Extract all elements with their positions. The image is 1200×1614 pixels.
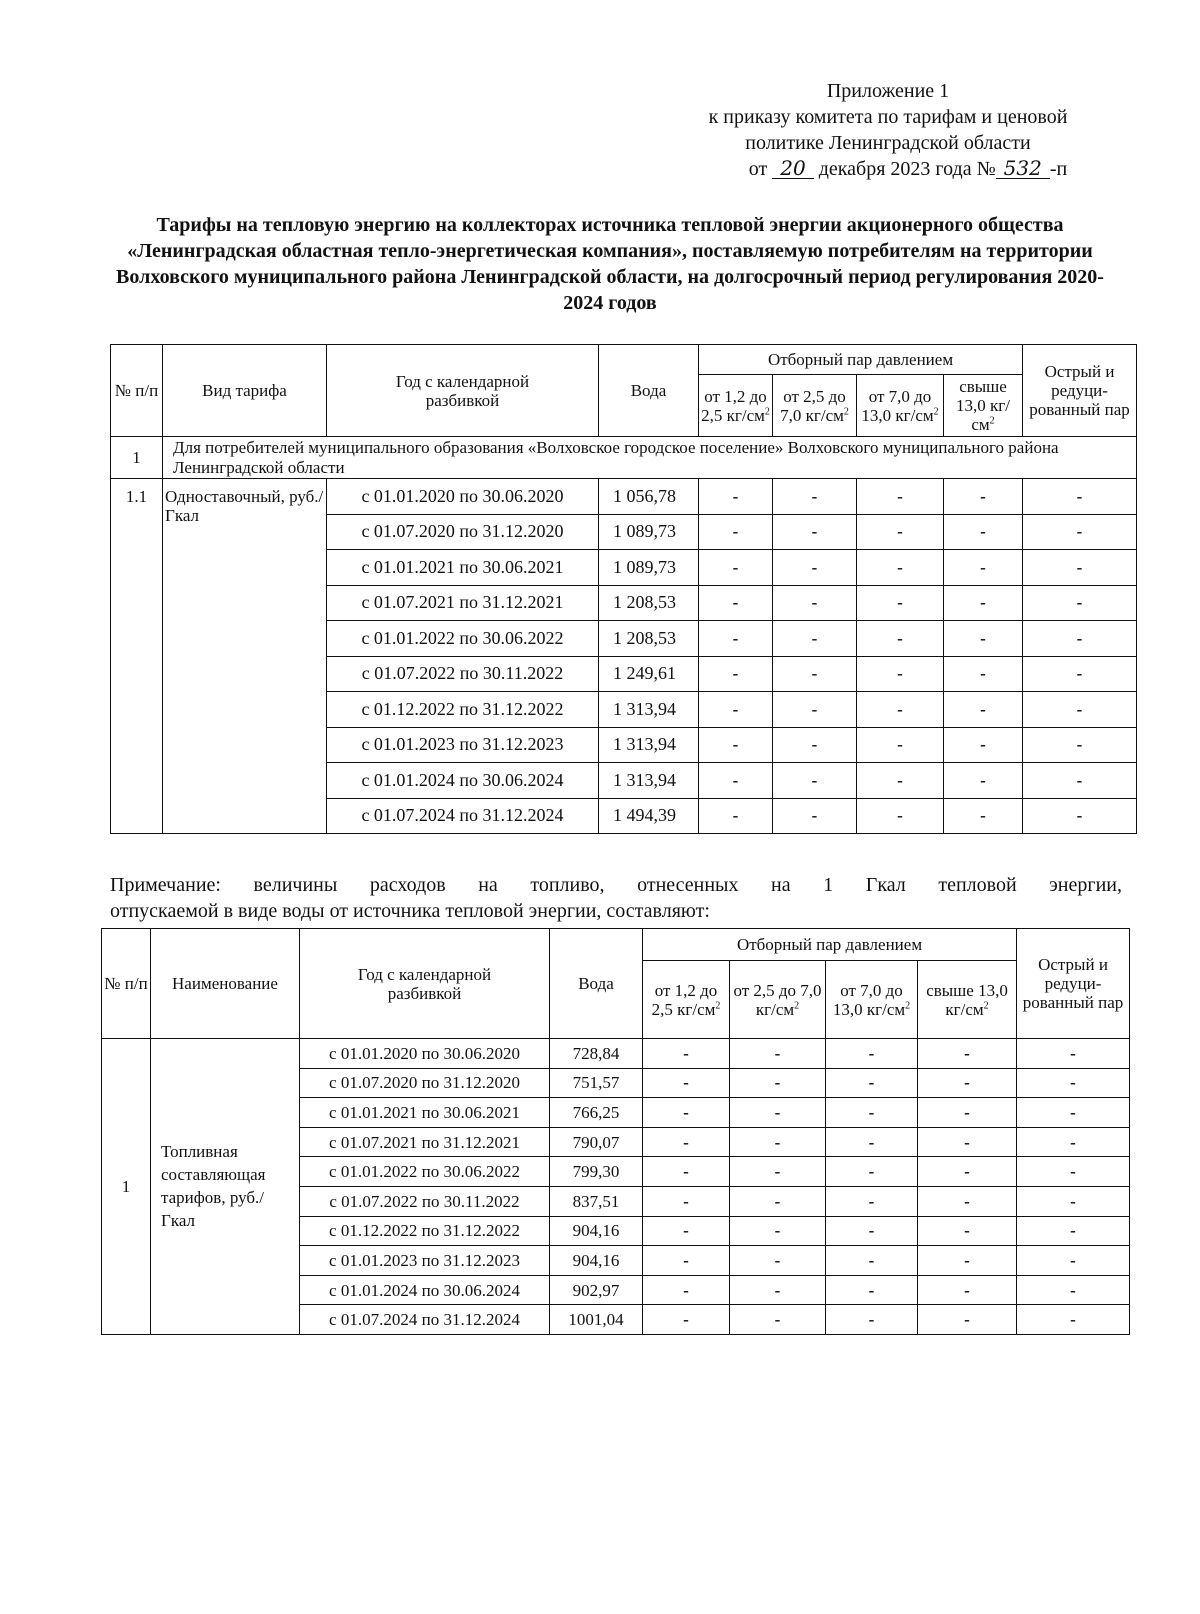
empty-value-cell: -: [944, 656, 1023, 692]
empty-value-cell: -: [826, 1216, 918, 1246]
header-pressure-4: свыше 13,0 $кг/см^2$: [918, 961, 1017, 1039]
period-cell: с 01.07.2021 по 31.12.2021: [327, 585, 599, 621]
empty-value-cell: -: [730, 1246, 826, 1276]
empty-value-cell: -: [944, 479, 1023, 515]
empty-value-cell: -: [1023, 692, 1137, 728]
header-sharp-steam: Острый и редуци-рованный пар: [1017, 929, 1130, 1039]
empty-value-cell: -: [699, 727, 773, 763]
empty-value-cell: -: [773, 514, 857, 550]
empty-value-cell: -: [730, 1098, 826, 1128]
water-value-cell: 1 208,53: [599, 585, 699, 621]
empty-value-cell: -: [773, 585, 857, 621]
fuel-component-table: [101, 928, 1130, 1335]
empty-value-cell: -: [1023, 621, 1137, 657]
empty-value-cell: -: [944, 692, 1023, 728]
empty-value-cell: -: [643, 1127, 730, 1157]
period-cell: с 01.01.2023 по 31.12.2023: [300, 1246, 550, 1276]
empty-value-cell: -: [918, 1127, 1017, 1157]
empty-value-cell: -: [773, 621, 857, 657]
period-cell: с 01.01.2022 по 30.06.2022: [300, 1157, 550, 1187]
empty-value-cell: -: [857, 514, 944, 550]
empty-value-cell: -: [643, 1039, 730, 1069]
period-cell: с 01.01.2024 по 30.06.2024: [300, 1275, 550, 1305]
empty-value-cell: -: [1017, 1039, 1130, 1069]
empty-value-cell: -: [643, 1305, 730, 1335]
document-title: Тарифы на тепловую энергию на коллекторах источника тепловой энергии акционерного общества «Ленинградская областная тепло-энергетическая компания», поставляемую потребителям на территории Волховского муниципального района Ленинградской области, на долгосрочный период регулирования 2020-2024 годов: [116, 214, 1104, 314]
empty-value-cell: -: [1023, 479, 1137, 515]
empty-value-cell: -: [918, 1246, 1017, 1276]
empty-value-cell: -: [699, 692, 773, 728]
period-cell: с 01.07.2022 по 30.11.2022: [300, 1186, 550, 1216]
empty-value-cell: -: [1023, 550, 1137, 586]
empty-value-cell: -: [699, 550, 773, 586]
header-pressure-2: от 2,5 до 7,0 $кг/см^2$: [773, 375, 857, 437]
empty-value-cell: -: [773, 763, 857, 799]
period-cell: с 01.07.2024 по 31.12.2024: [327, 798, 599, 834]
period-cell: с 01.01.2021 по 30.06.2021: [300, 1098, 550, 1128]
header-pressure-3: от 7,0 до 13,0 $кг/см^2$: [857, 375, 944, 437]
empty-value-cell: -: [730, 1275, 826, 1305]
empty-value-cell: -: [826, 1068, 918, 1098]
period-cell: с 01.01.2024 по 30.06.2024: [327, 763, 599, 799]
header-num: № п/п: [111, 345, 163, 437]
empty-value-cell: -: [773, 656, 857, 692]
note-line-1: Примечание: величины расходов на топливо, отнесенных на 1 Гкал тепловой энергии,: [110, 874, 1122, 896]
header-sharp-steam: Острый и редуци-рованный пар: [1023, 345, 1137, 437]
empty-value-cell: -: [699, 585, 773, 621]
empty-value-cell: -: [857, 479, 944, 515]
empty-value-cell: -: [1017, 1127, 1130, 1157]
empty-value-cell: -: [699, 763, 773, 799]
empty-value-cell: -: [857, 585, 944, 621]
empty-value-cell: -: [699, 656, 773, 692]
empty-value-cell: -: [918, 1157, 1017, 1187]
empty-value-cell: -: [826, 1305, 918, 1335]
empty-value-cell: -: [826, 1127, 918, 1157]
empty-value-cell: -: [1017, 1186, 1130, 1216]
empty-value-cell: -: [826, 1186, 918, 1216]
water-value-cell: 904,16: [550, 1216, 643, 1246]
empty-value-cell: -: [918, 1305, 1017, 1335]
empty-value-cell: -: [826, 1098, 918, 1128]
empty-value-cell: -: [773, 550, 857, 586]
header-pressure-3: от 7,0 до 13,0 $кг/см^2$: [826, 961, 918, 1039]
group-name: Одноставочный, руб./Гкал: [163, 479, 327, 834]
period-cell: с 01.07.2024 по 31.12.2024: [300, 1305, 550, 1335]
empty-value-cell: -: [857, 621, 944, 657]
period-cell: с 01.01.2021 по 30.06.2021: [327, 550, 599, 586]
water-value-cell: 902,97: [550, 1275, 643, 1305]
empty-value-cell: -: [857, 798, 944, 834]
water-value-cell: 1 494,39: [599, 798, 699, 834]
empty-value-cell: -: [643, 1275, 730, 1305]
header-steam-group: Отборный пар давлением: [643, 929, 1017, 961]
water-value-cell: 1 089,73: [599, 514, 699, 550]
empty-value-cell: -: [944, 621, 1023, 657]
empty-value-cell: -: [857, 763, 944, 799]
order-number-handwritten: 532: [996, 158, 1050, 179]
table-row: [111, 479, 1137, 515]
empty-value-cell: -: [1023, 798, 1137, 834]
header-num: № п/п: [102, 929, 151, 1039]
water-value-cell: 1 313,94: [599, 692, 699, 728]
empty-value-cell: -: [730, 1127, 826, 1157]
empty-value-cell: -: [944, 798, 1023, 834]
empty-value-cell: -: [643, 1246, 730, 1276]
water-value-cell: 728,84: [550, 1039, 643, 1069]
section-row: [111, 437, 1137, 479]
empty-value-cell: -: [773, 727, 857, 763]
empty-value-cell: -: [1017, 1216, 1130, 1246]
period-cell: с 01.07.2022 по 30.11.2022: [327, 656, 599, 692]
header-pressure-2: от 2,5 до 7,0 $кг/см^2$: [730, 961, 826, 1039]
empty-value-cell: -: [1017, 1157, 1130, 1187]
empty-value-cell: -: [1023, 763, 1137, 799]
empty-value-cell: -: [643, 1098, 730, 1128]
period-cell: с 01.01.2022 по 30.06.2022: [327, 621, 599, 657]
order-day-handwritten: 20: [772, 158, 813, 179]
empty-value-cell: -: [643, 1068, 730, 1098]
empty-value-cell: -: [944, 585, 1023, 621]
empty-value-cell: -: [918, 1186, 1017, 1216]
header-steam-group: Отборный пар давлением: [699, 345, 1023, 375]
empty-value-cell: -: [944, 550, 1023, 586]
period-cell: с 01.01.2020 по 30.06.2020: [327, 479, 599, 515]
section-description: Для потребителей муниципального образования «Волховское городское поселение» Волховского муниципального района Ленинградской области: [163, 437, 1137, 479]
empty-value-cell: -: [857, 656, 944, 692]
appendix-line-1: Приложение 1: [826, 80, 950, 102]
order-prefix: от: [748, 158, 768, 180]
empty-value-cell: -: [918, 1275, 1017, 1305]
appendix-line-3: политике Ленинградской области: [745, 132, 1031, 154]
empty-value-cell: -: [857, 692, 944, 728]
empty-value-cell: -: [918, 1098, 1017, 1128]
water-value-cell: 1 089,73: [599, 550, 699, 586]
water-value-cell: 1 056,78: [599, 479, 699, 515]
empty-value-cell: -: [730, 1305, 826, 1335]
water-value-cell: 799,30: [550, 1157, 643, 1187]
empty-value-cell: -: [730, 1157, 826, 1187]
order-reference: [658, 156, 1118, 182]
group-name: Топливная составляющая тарифов, руб./Гкал: [151, 1039, 300, 1335]
water-value-cell: 1 249,61: [599, 656, 699, 692]
empty-value-cell: -: [1017, 1098, 1130, 1128]
empty-value-cell: -: [944, 514, 1023, 550]
empty-value-cell: -: [773, 479, 857, 515]
empty-value-cell: -: [944, 763, 1023, 799]
water-value-cell: 837,51: [550, 1186, 643, 1216]
water-value-cell: 1001,04: [550, 1305, 643, 1335]
water-value-cell: 766,25: [550, 1098, 643, 1128]
empty-value-cell: -: [944, 727, 1023, 763]
empty-value-cell: -: [1023, 727, 1137, 763]
empty-value-cell: -: [730, 1039, 826, 1069]
header-name: Наименование: [151, 929, 300, 1039]
empty-value-cell: -: [826, 1157, 918, 1187]
empty-value-cell: -: [643, 1157, 730, 1187]
empty-value-cell: -: [1023, 585, 1137, 621]
period-cell: с 01.01.2020 по 30.06.2020: [300, 1039, 550, 1069]
empty-value-cell: -: [918, 1039, 1017, 1069]
header-tariff-type: Вид тарифа: [163, 345, 327, 437]
water-value-cell: 790,07: [550, 1127, 643, 1157]
empty-value-cell: -: [773, 692, 857, 728]
empty-value-cell: -: [730, 1186, 826, 1216]
group-num: 1: [102, 1039, 151, 1335]
section-num: 1: [111, 437, 163, 479]
table-row: [102, 1039, 1130, 1069]
empty-value-cell: -: [699, 621, 773, 657]
empty-value-cell: -: [730, 1068, 826, 1098]
empty-value-cell: -: [826, 1039, 918, 1069]
empty-value-cell: -: [699, 798, 773, 834]
empty-value-cell: -: [1017, 1068, 1130, 1098]
water-value-cell: 1 313,94: [599, 727, 699, 763]
empty-value-cell: -: [1017, 1246, 1130, 1276]
empty-value-cell: -: [918, 1068, 1017, 1098]
empty-value-cell: -: [1017, 1305, 1130, 1335]
period-cell: с 01.07.2021 по 31.12.2021: [300, 1127, 550, 1157]
empty-value-cell: -: [773, 798, 857, 834]
header-pressure-1: от 1,2 до 2,5 $кг/см^2$: [699, 375, 773, 437]
empty-value-cell: -: [918, 1216, 1017, 1246]
note-line-2: отпускаемой в виде воды от источника тепловой энергии, составляют:: [110, 900, 710, 922]
water-value-cell: 751,57: [550, 1068, 643, 1098]
period-cell: с 01.01.2023 по 31.12.2023: [327, 727, 599, 763]
appendix-line-2: к приказу комитета по тарифам и ценовой: [708, 106, 1068, 128]
empty-value-cell: -: [826, 1275, 918, 1305]
empty-value-cell: -: [1017, 1275, 1130, 1305]
order-middle: декабря 2023 года №: [818, 158, 996, 180]
water-value-cell: 1 313,94: [599, 763, 699, 799]
empty-value-cell: -: [857, 727, 944, 763]
period-cell: с 01.07.2020 по 31.12.2020: [300, 1068, 550, 1098]
period-cell: с 01.07.2020 по 31.12.2020: [327, 514, 599, 550]
header-water: Вода: [599, 345, 699, 437]
empty-value-cell: -: [857, 550, 944, 586]
empty-value-cell: -: [643, 1216, 730, 1246]
period-cell: с 01.12.2022 по 31.12.2022: [327, 692, 599, 728]
period-cell: с 01.12.2022 по 31.12.2022: [300, 1216, 550, 1246]
empty-value-cell: -: [1023, 514, 1137, 550]
group-num: 1.1: [111, 479, 163, 834]
header-pressure-1: от 1,2 до 2,5 $кг/см^2$: [643, 961, 730, 1039]
order-suffix: -п: [1049, 158, 1068, 180]
appendix-header: [658, 78, 1118, 182]
empty-value-cell: -: [699, 479, 773, 515]
header-pressure-4: свыше 13,0 $кг/см^2$: [944, 375, 1023, 437]
water-value-cell: 1 208,53: [599, 621, 699, 657]
tariff-table: [110, 344, 1137, 834]
header-year: Год с календарной разбивкой: [300, 929, 550, 1039]
empty-value-cell: -: [826, 1246, 918, 1276]
empty-value-cell: -: [1023, 656, 1137, 692]
empty-value-cell: -: [730, 1216, 826, 1246]
header-year: Год с календарной разбивкой: [327, 345, 599, 437]
empty-value-cell: -: [643, 1186, 730, 1216]
header-water: Вода: [550, 929, 643, 1039]
water-value-cell: 904,16: [550, 1246, 643, 1276]
empty-value-cell: -: [699, 514, 773, 550]
